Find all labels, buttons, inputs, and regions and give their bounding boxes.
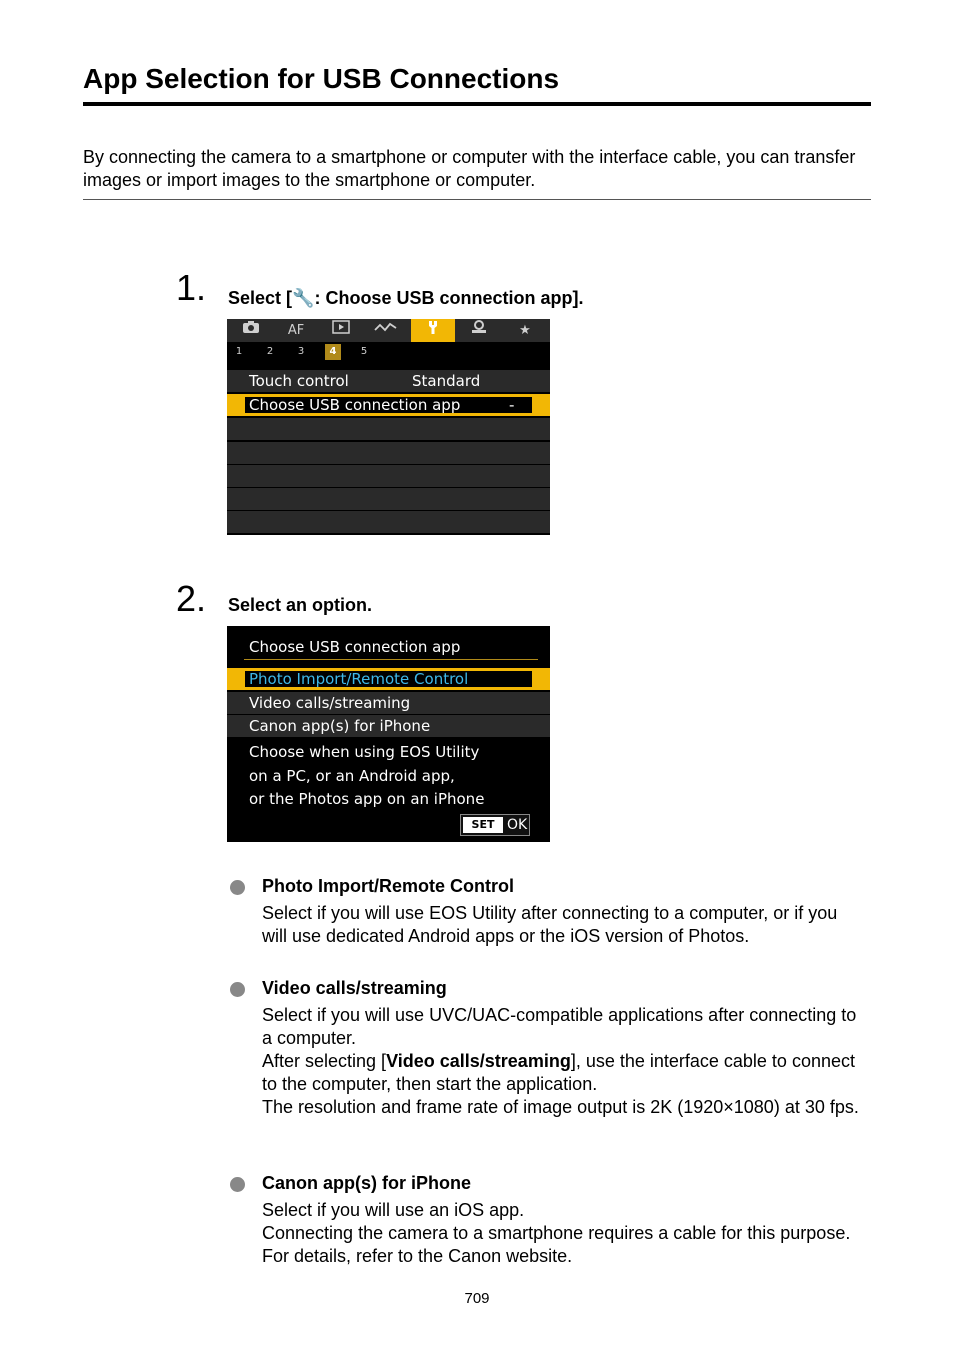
menu-row-empty — [227, 465, 550, 487]
page-title: App Selection for USB Connections — [83, 60, 871, 106]
playback-tab-icon[interactable] — [319, 319, 363, 342]
menu-row-label: Choose USB connection app — [249, 396, 461, 414]
subtab-5[interactable]: 5 — [360, 346, 368, 357]
option-paragraph: The resolution and frame rate of image output is 2K (1920×1080) at 30 fps. — [262, 1097, 859, 1117]
title-divider — [244, 659, 538, 660]
option-heading: Photo Import/Remote Control — [262, 876, 514, 896]
option-heading: Video calls/streaming — [262, 978, 447, 998]
camera-tab-icon[interactable] — [229, 319, 273, 342]
text-part: ], use the interface cable to connect to the computer, then start the application. — [262, 1051, 855, 1094]
custom-tab-icon[interactable] — [457, 319, 501, 342]
option-canon-iphone[interactable] — [227, 715, 550, 737]
description-line: Choose when using EOS Utility — [249, 743, 480, 761]
menu-row-empty — [227, 511, 550, 533]
menu-row-touch-control[interactable] — [227, 370, 550, 392]
menu-row-choose-usb-app[interactable] — [227, 394, 550, 416]
camera-menu-screen — [227, 319, 550, 535]
option-paragraph: Connecting the camera to a smartphone requires a cable for this purpose. For details, refer to the Canon website. — [262, 1223, 851, 1266]
menu-row-value: Standard — [412, 372, 481, 390]
option-photo-import[interactable] — [227, 668, 550, 690]
step-1-text-before: Select [ — [228, 288, 293, 308]
menu-tabs — [227, 319, 550, 342]
option-body — [262, 1199, 867, 1268]
wrench-icon: 🔧 — [292, 288, 315, 308]
option-body — [262, 1004, 867, 1119]
subtab-1[interactable]: 1 — [235, 346, 243, 357]
bullet-icon — [230, 880, 245, 895]
option-paragraph — [262, 1050, 867, 1096]
menu-subtabs — [227, 342, 550, 362]
af-tab[interactable]: AF — [287, 323, 305, 338]
option-paragraph: Select if you will use UVC/UAC-compatible applications after connecting to a computer. — [262, 1005, 857, 1048]
text-bold-part: Video calls/streaming — [386, 1051, 571, 1071]
option-paragraph: Select if you will use an iOS app. — [262, 1200, 525, 1220]
option-label: Canon app(s) for iPhone — [249, 717, 431, 735]
subtab-4[interactable]: 4 — [325, 344, 341, 360]
description-line: on a PC, or an Android app, — [249, 766, 455, 785]
menu-row-empty — [227, 442, 550, 464]
option-label: Video calls/streaming — [249, 694, 411, 712]
intro-paragraph: By connecting the camera to a smartphone or computer with the interface cable, you can transfer images or import images to the smartphone or computer. — [83, 146, 871, 200]
step-1-text — [228, 287, 583, 309]
step-1-text-after: : Choose USB connection app]. — [314, 288, 584, 308]
bullet-icon — [230, 1177, 245, 1192]
subtab-2[interactable]: 2 — [266, 346, 274, 357]
option-body — [262, 902, 867, 948]
menu-row-label: Touch control — [249, 372, 349, 390]
ok-label: OK — [507, 817, 528, 833]
step-2-number: 2. — [176, 578, 207, 619]
wireless-tab-icon[interactable] — [364, 319, 408, 342]
set-label: SET — [463, 817, 503, 833]
my-menu-star-icon[interactable]: ★ — [519, 323, 531, 338]
description-line: or the Photos app on an iPhone — [249, 790, 485, 808]
bullet-icon — [230, 982, 245, 997]
set-ok-button[interactable] — [460, 814, 530, 836]
menu-row-empty — [227, 488, 550, 510]
option-label: Photo Import/Remote Control — [249, 670, 469, 688]
step-1-number: 1. — [176, 267, 207, 308]
page-number: 709 — [464, 1290, 490, 1307]
screen-title: Choose USB connection app — [249, 638, 461, 656]
setup-tab-wrench-icon[interactable] — [411, 319, 455, 342]
option-video-calls[interactable] — [227, 692, 550, 714]
option-description — [249, 741, 484, 812]
text-part: After selecting [ — [262, 1051, 387, 1071]
option-paragraph: Select if you will use EOS Utility after connecting to a computer, or if you will use dedicated Android apps or the iOS version of Photos. — [262, 903, 838, 946]
usb-app-selection-screen — [227, 626, 550, 842]
menu-row-empty — [227, 418, 550, 440]
option-heading: Canon app(s) for iPhone — [262, 1173, 471, 1193]
step-2-text: Select an option. — [228, 595, 373, 615]
menu-row-value: - — [509, 396, 515, 414]
subtab-3[interactable]: 3 — [297, 346, 305, 357]
